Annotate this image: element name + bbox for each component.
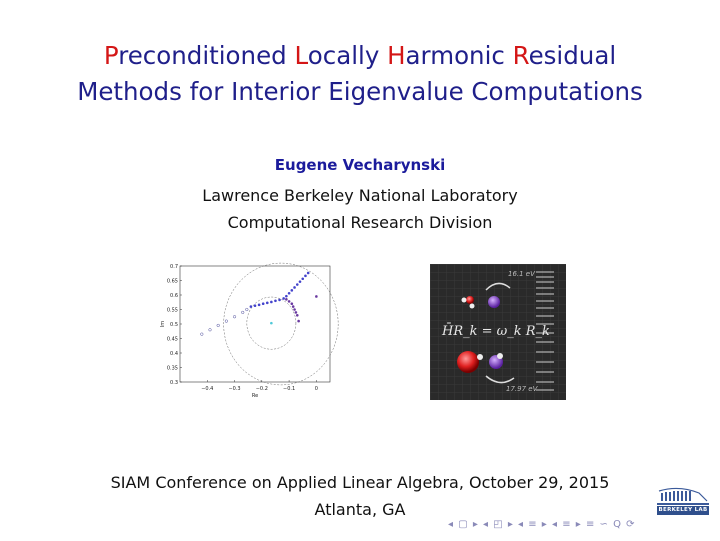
title-word-rest-1: ocally [307, 41, 388, 70]
conference-location: Atlanta, GA [314, 500, 406, 519]
title-initial-1: L [294, 41, 308, 70]
data-point [315, 295, 318, 298]
x-tick-label: −0.4 [201, 386, 214, 392]
conference-name: SIAM Conference on Applied Linear Algebra, October 29, 2015 [110, 473, 610, 492]
affiliation-lab: Lawrence Berkeley National Laboratory [202, 186, 518, 205]
y-tick-label: 0.7 [170, 263, 178, 270]
data-point [285, 295, 288, 298]
logo-text: BERKELEY LAB [658, 507, 708, 513]
data-point [291, 302, 294, 305]
x-axis-label: Re [251, 393, 259, 399]
data-point [266, 302, 269, 305]
data-point [217, 324, 220, 327]
y-tick-label: 0.55 [166, 307, 178, 314]
author-name: Eugene Vecharynski [274, 156, 446, 174]
y-tick-label: 0.35 [166, 365, 178, 372]
berkeley-lab-logo [655, 487, 711, 521]
data-point [288, 292, 291, 295]
title-initial-3: R [512, 41, 529, 70]
data-point [285, 298, 288, 301]
data-point [296, 314, 299, 317]
y-axis-label: Im [160, 320, 166, 328]
data-point [241, 311, 244, 314]
y-tick-label: 0.65 [166, 278, 178, 285]
x-tick-label: −0.1 [283, 386, 296, 392]
y-tick-label: 0.5 [170, 321, 178, 328]
y-tick-label: 0.3 [170, 379, 178, 386]
data-point [295, 311, 298, 314]
data-point [258, 304, 261, 307]
molecule-illustration [430, 264, 566, 400]
y-tick-label: 0.4 [170, 350, 178, 357]
data-point [282, 297, 285, 300]
title-word-rest-0: reconditioned [118, 41, 295, 70]
data-point [254, 304, 257, 307]
x-tick-label: 0 [314, 386, 318, 392]
y-tick-label: 0.45 [166, 336, 178, 343]
data-point [201, 333, 204, 336]
y-tick-label: 0.6 [170, 292, 178, 299]
affiliation-division: Computational Research Division [227, 213, 493, 232]
data-point [288, 300, 291, 303]
data-point [278, 299, 281, 302]
data-point [246, 308, 249, 311]
data-point [209, 329, 212, 332]
plot-frame [180, 266, 330, 382]
data-point [297, 320, 300, 323]
title-line-1 [0, 38, 720, 74]
x-tick-label: −0.3 [228, 386, 241, 392]
data-point [293, 286, 296, 289]
beamer-navigation-bar[interactable]: ◂ ▢ ▸ ◂ ◰ ▸ ◂ ≡ ▸ ◂ ≡ ▸ ≡ ∽ 𝖰 ⟳ [448, 519, 636, 530]
data-point [270, 301, 273, 304]
data-point [291, 289, 294, 292]
search-region-circle [224, 263, 339, 385]
data-point [233, 315, 236, 318]
title-word-rest-2: armonic [405, 41, 513, 70]
title-line-2: Methods for Interior Eigenvalue Computations [77, 77, 643, 106]
data-point [262, 302, 265, 305]
art-bottom-label: 17.97 eV [506, 385, 538, 393]
data-point [299, 280, 302, 283]
data-point [270, 322, 273, 325]
eigenvalue-scatter-plot [150, 258, 340, 400]
data-point [293, 308, 296, 311]
art-equation: H̄R_k = ω_k R_k [442, 324, 550, 339]
data-point [296, 283, 299, 286]
title-initial-2: H [387, 41, 406, 70]
data-point [307, 272, 310, 275]
data-point [225, 320, 228, 323]
data-point [250, 305, 253, 308]
title-initial-0: P [103, 41, 119, 70]
art-top-label: 16.1 eV [508, 270, 535, 278]
slide-title [0, 38, 720, 110]
data-point [301, 277, 304, 280]
title-word-rest-3: esidual [528, 41, 617, 70]
data-point [292, 305, 295, 308]
data-point [274, 300, 277, 303]
x-tick-label: −0.2 [255, 386, 268, 392]
data-point [304, 275, 307, 278]
